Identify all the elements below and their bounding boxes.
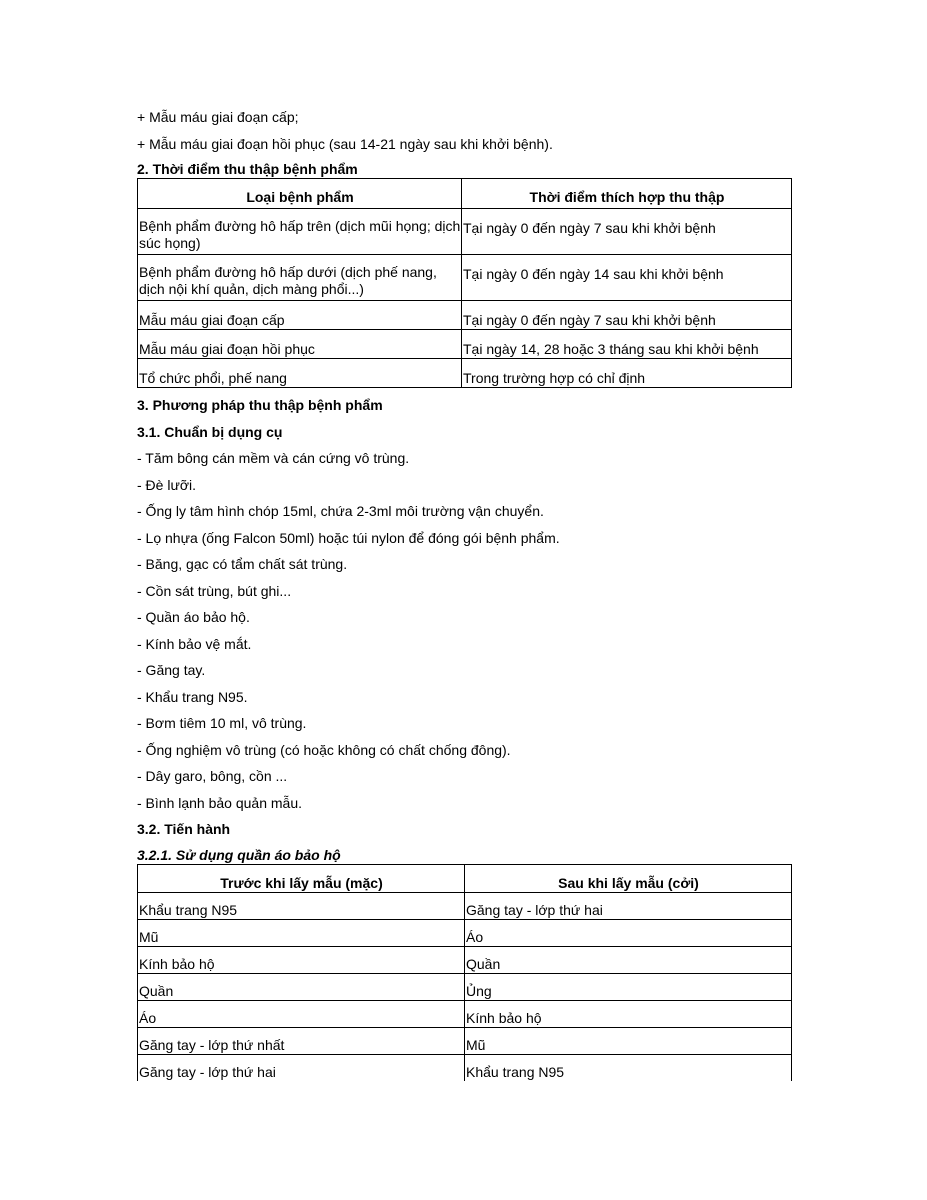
table-cell: Tại ngày 0 đến ngày 7 sau khi khởi bệnh: [462, 209, 792, 255]
table-cell: Tại ngày 0 đến ngày 14 sau khi khởi bệnh: [462, 255, 792, 301]
table-cell: Bệnh phẩm đường hô hấp dưới (dịch phế nang, dịch nội khí quản, dịch màng phổi...): [138, 255, 462, 301]
table-cell: Kính bảo hộ: [465, 1000, 792, 1027]
list-item: - Găng tay.: [137, 662, 206, 678]
table-cell: Khẩu trang N95: [465, 1054, 792, 1081]
table-row: [138, 1000, 792, 1027]
column-header-after-sampling: Sau khi lấy mẫu (cởi): [465, 864, 792, 892]
table-cell: Tại ngày 14, 28 hoặc 3 tháng sau khi khởi bệnh: [462, 330, 792, 359]
table-row: [138, 1054, 792, 1081]
sample-timing-table: [137, 178, 792, 388]
table-row: [138, 919, 792, 946]
list-item: - Bơm tiêm 10 ml, vô trùng.: [137, 715, 307, 731]
table-row: [138, 359, 792, 388]
section-2-heading: 2. Thời điểm thu thập bệnh phẩm: [137, 161, 358, 177]
table-cell: Ủng: [465, 973, 792, 1000]
table-cell: Áo: [138, 1000, 465, 1027]
list-item: - Quần áo bảo hộ.: [137, 609, 250, 625]
list-item: - Khẩu trang N95.: [137, 688, 248, 705]
table-cell: Kính bảo hộ: [138, 946, 465, 973]
table-cell: Áo: [465, 919, 792, 946]
column-header-sample-type: Loại bệnh phẩm: [138, 179, 462, 209]
list-item: - Ống nghiệm vô trùng (có hoặc không có chất chống đông).: [137, 741, 511, 758]
table-cell: Mũ: [465, 1027, 792, 1054]
equipment-list: [137, 445, 791, 816]
table-row: [138, 301, 792, 330]
table-row: [138, 255, 792, 301]
table-cell: Găng tay - lớp thứ hai: [465, 892, 792, 919]
table-row: [138, 973, 792, 1000]
list-item: - Ống ly tâm hình chóp 15ml, chứa 2-3ml môi trường vận chuyển.: [137, 503, 544, 519]
section-3-2-1-heading: 3.2.1. Sử dụng quần áo bảo hộ: [137, 846, 341, 863]
table-cell: Quần: [138, 973, 465, 1000]
table-cell: Trong trường hợp có chỉ định: [462, 359, 792, 388]
table-cell: Mẫu máu giai đoạn hồi phục: [138, 330, 462, 359]
table-cell: Khẩu trang N95: [138, 892, 465, 919]
list-item: - Dây garo, bông, cồn ...: [137, 768, 288, 784]
table-header-row: [138, 864, 792, 892]
list-item: - Lọ nhựa (ống Falcon 50ml) hoặc túi nylon để đóng gói bệnh phẩm.: [137, 529, 560, 546]
intro-line-1: + Mẫu máu giai đoạn cấp;: [137, 109, 299, 125]
list-item: - Băng, gạc có tẩm chất sát trùng.: [137, 556, 348, 572]
section-3-2-heading: 3.2. Tiến hành: [137, 821, 231, 837]
protective-clothing-table: [137, 864, 792, 1081]
section-3-heading: 3. Phương pháp thu thập bệnh phẩm: [137, 397, 383, 413]
table-cell: Tổ chức phổi, phế nang: [138, 359, 462, 388]
list-item: - Kính bảo vệ mắt.: [137, 635, 252, 652]
table-cell: Quần: [465, 946, 792, 973]
table-header-row: [138, 179, 792, 209]
table-row: [138, 209, 792, 255]
table-cell: Găng tay - lớp thứ nhất: [138, 1027, 465, 1054]
table-row: [138, 946, 792, 973]
table-cell: Bệnh phẩm đường hô hấp trên (dịch mũi họng; dịch súc họng): [138, 209, 462, 255]
table-cell: Găng tay - lớp thứ hai: [138, 1054, 465, 1081]
document-page: [137, 104, 791, 1081]
section-3-1-heading: 3.1. Chuẩn bị dụng cụ: [137, 423, 283, 440]
list-item: - Tăm bông cán mềm và cán cứng vô trùng.: [137, 450, 410, 466]
list-item: - Đè lưỡi.: [137, 476, 197, 493]
intro-line-2: + Mẫu máu giai đoạn hồi phục (sau 14-21 ngày sau khi khởi bệnh).: [137, 135, 553, 152]
table-cell: Tại ngày 0 đến ngày 7 sau khi khởi bệnh: [462, 301, 792, 330]
table-row: [138, 892, 792, 919]
table-row: [138, 330, 792, 359]
table-row: [138, 1027, 792, 1054]
column-header-collection-time: Thời điểm thích hợp thu thập: [462, 179, 792, 209]
list-item: - Bình lạnh bảo quản mẫu.: [137, 794, 303, 811]
column-header-before-sampling: Trước khi lấy mẫu (mặc): [138, 864, 465, 892]
table-cell: Mũ: [138, 919, 465, 946]
table-cell: Mẫu máu giai đoạn cấp: [138, 301, 462, 330]
list-item: - Cồn sát trùng, bút ghi...: [137, 582, 292, 599]
